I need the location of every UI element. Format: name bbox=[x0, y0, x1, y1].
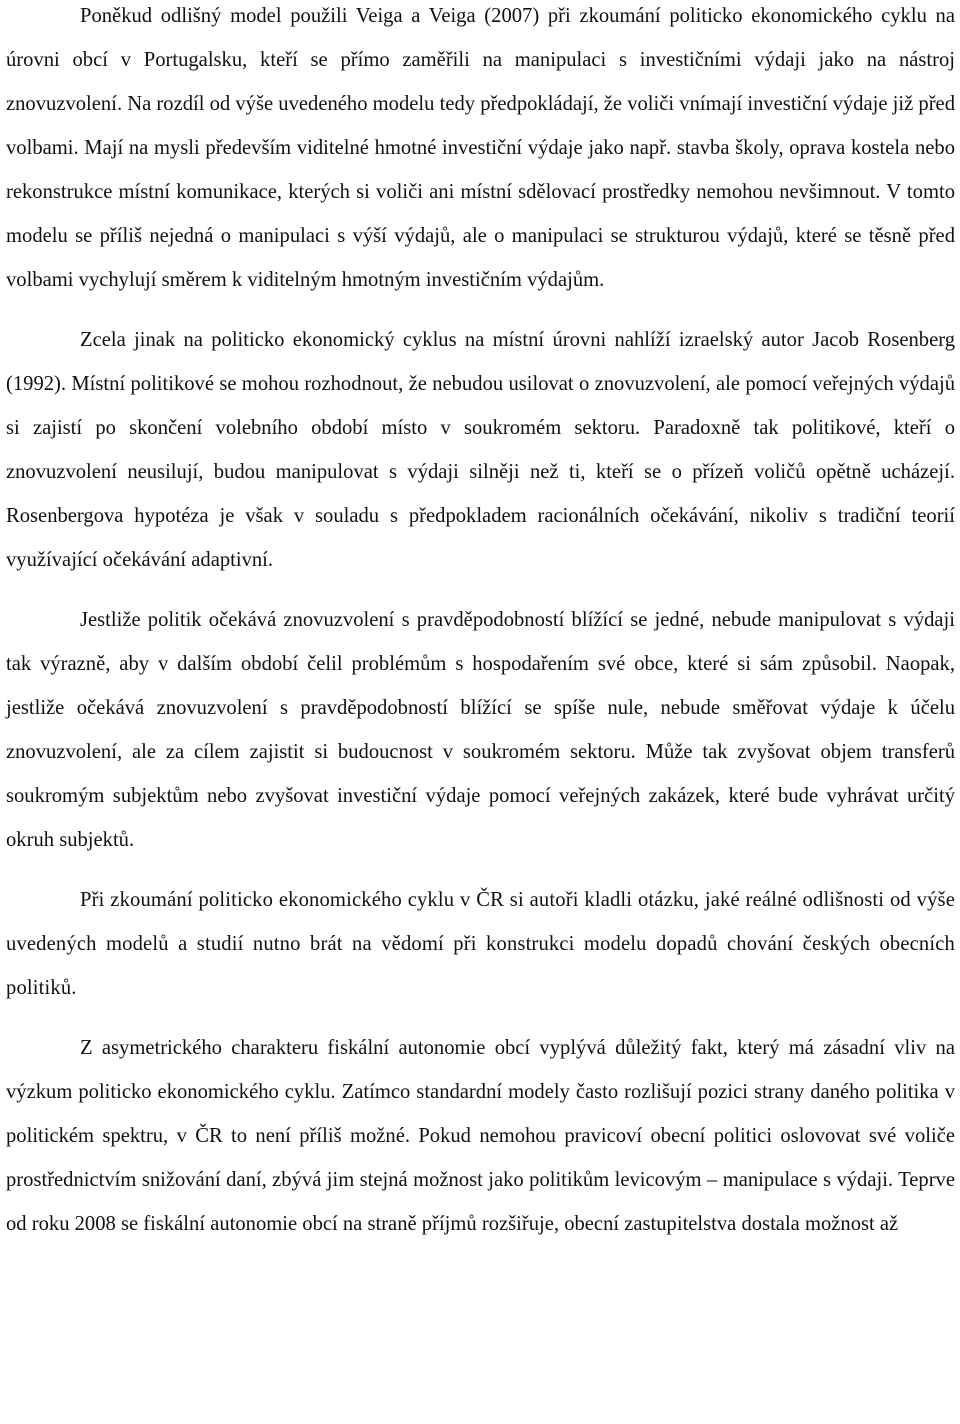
document-page bbox=[6, 0, 955, 1246]
paragraph-reelection-probability: Jestliže politik očekává znovuzvolení s pravděpodobností blížící se jedné, nebude manipulovat s výdaji tak výrazně, aby v dalším období čelil problémům s hospodařením své obce, které si sám způsobil. Naopak, jestliže očekává znovuzvolení s pravděpodobností blížící se spíše nule, nebude směřovat výdaje k účelu znovuzvolení, ale za cílem zajistit si budoucnost v soukromém sektoru. Může tak zvyšovat objem transferů soukromým subjektům nebo zvyšovat investiční výdaje pomocí veřejných zakázek, které bude vyhrávat určitý okruh subjektů. bbox=[6, 609, 955, 851]
paragraph-veiga-model: Poněkud odlišný model použili Veiga a Veiga (2007) při zkoumání politicko ekonomického cyklu na úrovni obcí v Portugalsku, kteří se přímo zaměřili na manipulaci s investičními výdaji jako na nástroj znovuzvolení. Na rozdíl od výše uvedeného modelu tedy předpokládají, že voliči vnímají investiční výdaje již před volbami. Mají na mysli především viditelné hmotné investiční výdaje jako např. stavba školy, oprava kostela nebo rekonstrukce místní komunikace, kterých si voliči ani místní sdělovací prostředky nemohou nevšimnout. V tomto modelu se příliš nejedná o manipulaci s výší výdajů, ale o manipulaci se strukturou výdajů, které se těsně před volbami vychylují směrem k viditelným hmotným investičním výdajům. bbox=[6, 5, 955, 291]
paragraph-fiscal-autonomy: Z asymetrického charakteru fiskální autonomie obcí vyplývá důležitý fakt, který má zásadní vliv na výzkum politicko ekonomického cyklu. Zatímco standardní modely často rozlišují pozici strany daného politika v politickém spektru, v ČR to není příliš možné. Pokud nemohou pravicoví obecní politici oslovovat své voliče prostřednictvím snižování daní, zbývá jim stejná možnost jako politikům levicovým – manipulace s výdaji. Teprve od roku 2008 se fiskální autonomie obcí na straně příjmů rozšiřuje, obecní zastupitelstva dostala možnost až bbox=[6, 1037, 955, 1235]
paragraph-czech-research-question: Při zkoumání politicko ekonomického cyklu v ČR si autoři kladli otázku, jaké reálné odlišnosti od výše uvedených modelů a studií nutno brát na vědomí při konstrukci modelu dopadů chování českých obecních politiků. bbox=[6, 889, 955, 999]
paragraph-rosenberg-model: Zcela jinak na politicko ekonomický cyklus na místní úrovni nahlíží izraelský autor Jacob Rosenberg (1992). Místní politikové se mohou rozhodnout, že nebudou usilovat o znovuzvolení, ale pomocí veřejných výdajů si zajistí po skončení volebního období místo v soukromém sektoru. Paradoxně tak politikové, kteří o znovuzvolení neusilují, budou manipulovat s výdaji silněji než ti, kteří se o přízeň voličů opětně ucházejí. Rosenbergova hypotéza je však v souladu s předpokladem racionálních očekávání, nikoliv s tradiční teorií využívající očekávání adaptivní. bbox=[6, 329, 955, 571]
